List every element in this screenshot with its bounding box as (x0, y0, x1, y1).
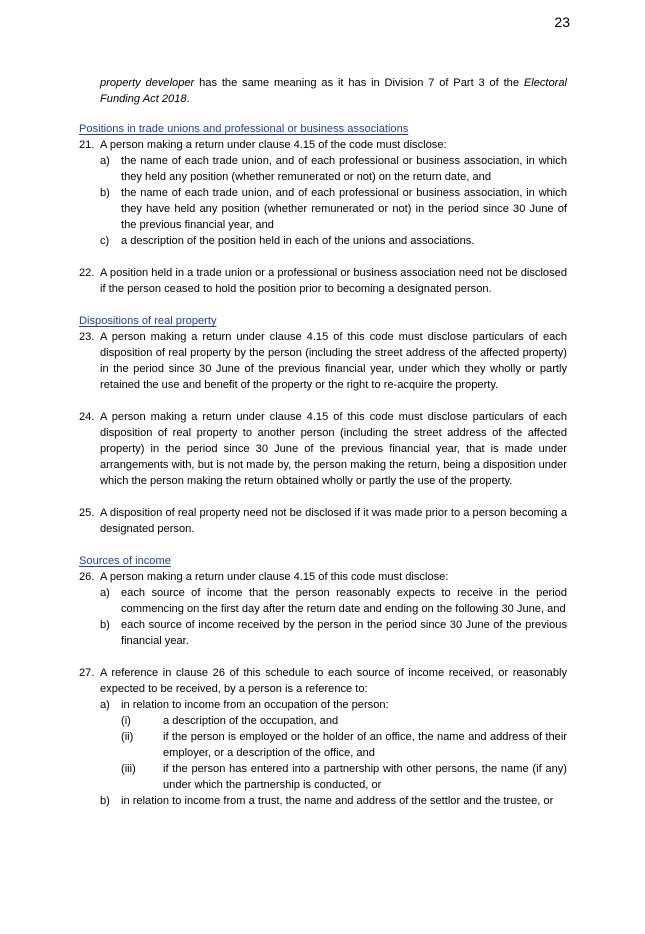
clause-21 (79, 137, 567, 153)
item-text: each source of income received by the person in the period since 30 June of the previous financial year. (121, 619, 567, 647)
item-label: b) (100, 187, 110, 199)
item-label: a) (100, 587, 110, 599)
clause-text: A disposition of real property need not be disclosed if it was made prior to a person becoming a designated person. (100, 507, 567, 535)
clause-22 (79, 265, 567, 297)
section-sources-of-income (79, 553, 567, 809)
clause-number: 24. (79, 411, 95, 423)
item-text: a description of the position held in each of the unions and associations. (121, 235, 475, 247)
list-item (79, 793, 567, 809)
clause-number: 25. (79, 507, 95, 519)
sub-list-item (79, 761, 567, 793)
item-label: (ii) (121, 731, 134, 743)
item-label: b) (100, 795, 110, 807)
item-label: c) (100, 235, 110, 247)
item-text: if the person is employed or the holder of an office, the name and address of their employer, or a description of the office, and (163, 731, 567, 759)
clause-text: A person making a return under clause 4.15 of this code must disclose particulars of each disposition of real property by the person (including the street address of the affected property) in the period since 30 June of the previous financial year, under which they wholly or partly retained the use and benefit of the property or the right to re-acquire the property. (100, 331, 567, 391)
item-label: b) (100, 619, 110, 631)
clause-23 (79, 329, 567, 393)
item-text: the name of each trade union, and of each professional or business association, in which they held any position (whether remunerated or not) on the return date, and (121, 155, 567, 183)
clause-number: 27. (79, 667, 95, 679)
item-label: a) (100, 155, 110, 167)
defined-term: property developer (100, 77, 195, 89)
item-text: the name of each trade union, and of each professional or business association, in which they have held any position (whether remunerated or not) in the period since 30 June of the previous financial year, and (121, 187, 567, 231)
section-heading: Dispositions of real property (79, 315, 217, 327)
item-text: a description of the occupation, and (163, 715, 339, 727)
clause-text: A reference in clause 26 of this schedule to each source of income received, or reasonably expected to be received, by a person is a reference to: (100, 667, 567, 695)
clause-text: A person making a return under clause 4.15 of the code must disclose: (100, 139, 447, 151)
item-label: (i) (121, 715, 131, 727)
clause-number: 21. (79, 139, 95, 151)
item-label: (iii) (121, 763, 136, 775)
item-text: in relation to income from an occupation of the person: (121, 699, 389, 711)
clause-25 (79, 505, 567, 537)
sub-list-item (79, 713, 567, 729)
document-body (79, 75, 567, 809)
item-label: a) (100, 699, 110, 711)
clause-26 (79, 569, 567, 585)
list-item (79, 153, 567, 185)
sub-list-item (79, 729, 567, 761)
clause-number: 23. (79, 331, 95, 343)
item-text: each source of income that the person reasonably expects to receive in the period commencing on the first day after the return date and ending on the following 30 June, and (121, 587, 567, 615)
definition-text: has the same meaning as it has in Division 7 of Part 3 of the (194, 77, 524, 89)
definition-paragraph (79, 75, 567, 107)
item-text: if the person has entered into a partnership with other persons, the name (if any) under which the partnership is conducted, or (163, 763, 567, 791)
clause-number: 26. (79, 571, 95, 583)
clause-24 (79, 409, 567, 489)
list-item (79, 617, 567, 649)
clause-text: A position held in a trade union or a professional or business association need not be disclosed if the person ceased to hold the position prior to becoming a designated person. (100, 267, 567, 295)
item-text: in relation to income from a trust, the name and address of the settlor and the trustee, or (121, 795, 554, 807)
list-item (79, 233, 567, 249)
list-item (79, 185, 567, 233)
act-name: Electoral Funding Act 2018 (100, 77, 567, 105)
section-heading: Sources of income (79, 555, 171, 567)
clause-text: A person making a return under clause 4.15 of this code must disclose particulars of each disposition of real property to another person (including the street address of the affected property) in the period since 30 June of the previous financial year, that is made under arrangements with, but is not made by, the person making the return, being a disposition under which the person making the return obtained wholly or partly the use of the property. (100, 411, 567, 487)
section-trade-unions (79, 121, 567, 297)
list-item (79, 585, 567, 617)
page-number: 23 (554, 14, 570, 30)
clause-27 (79, 665, 567, 697)
clause-number: 22. (79, 267, 95, 279)
section-heading: Positions in trade unions and professional or business associations (79, 123, 409, 135)
section-real-property (79, 313, 567, 537)
list-item (79, 697, 567, 713)
clause-text: A person making a return under clause 4.15 of this code must disclose: (100, 571, 449, 583)
definition-end: . (186, 93, 190, 105)
